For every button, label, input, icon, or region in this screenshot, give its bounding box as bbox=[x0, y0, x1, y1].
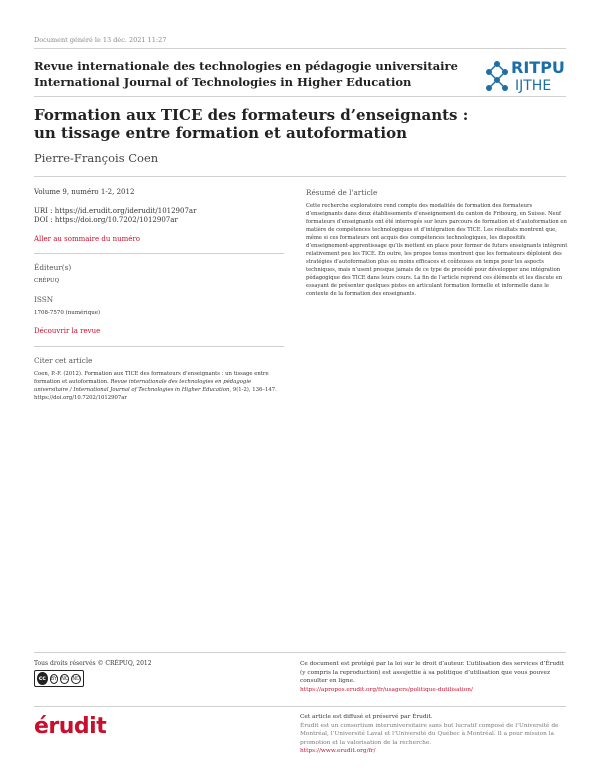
cc-icon: cc bbox=[37, 672, 48, 685]
article-title: Formation aux TICE des formateurs d’enseignants : un tissage entre formation et autoformation bbox=[34, 106, 469, 142]
ritpu-emblem-icon bbox=[484, 60, 510, 92]
diffusion-text: Cet article est diffusé et préservé par Érudit. bbox=[300, 714, 433, 720]
divider-footer bbox=[34, 652, 566, 653]
journal-name bbox=[34, 58, 458, 90]
uri-link[interactable]: URI : https://id.erudit.org/iderudit/1012907ar bbox=[34, 206, 197, 215]
divider-footer-2 bbox=[34, 706, 566, 707]
erudit-block bbox=[300, 713, 568, 756]
cc-nd-icon: ND bbox=[72, 675, 80, 682]
issn-value: 1708-7570 (numérique) bbox=[34, 309, 101, 316]
volume-info: Volume 9, numéro 1-2, 2012 bbox=[34, 188, 135, 196]
erudit-link[interactable]: https://www.erudit.org/fr/ bbox=[300, 748, 376, 754]
cite-label: Citer cet article bbox=[34, 355, 93, 365]
journal-name-en: International Journal of Technologies in Higher Education bbox=[34, 75, 412, 89]
abstract-section bbox=[306, 188, 568, 298]
cc-license-badge[interactable] bbox=[34, 670, 84, 687]
article-author: Pierre-François Coen bbox=[34, 151, 159, 165]
divider-body bbox=[34, 176, 566, 177]
logo-ijthe-text: IJTHE bbox=[515, 78, 552, 94]
policy-link[interactable]: https://apropos.erudit.org/fr/usagers/politique-dutilisation/ bbox=[300, 686, 473, 693]
copyright-notice: Ce document est protégé par la loi sur le droit d’auteur. L’utilisation des services d’Érudit (y compris la reproduction) est assujettie à sa politique d’utilisation que vous pouvez consulter en ligne. bbox=[300, 661, 565, 684]
divider-meta-1 bbox=[34, 253, 284, 254]
abstract-label: Résumé de l'article bbox=[306, 188, 378, 197]
article-metadata bbox=[34, 188, 284, 402]
rights-block bbox=[34, 660, 152, 687]
doi-link[interactable]: DOI : https://doi.org/10.7202/1012907ar bbox=[34, 216, 178, 224]
rights-text: Tous droits réservés © CRÉPUQ, 2012 bbox=[34, 660, 152, 667]
divider-top bbox=[34, 48, 566, 49]
cc-by-icon: BY bbox=[50, 675, 57, 682]
discover-link[interactable]: Découvrir la revue bbox=[34, 327, 101, 335]
journal-name-fr: Revue internationale des technologies en pédagogie universitaire bbox=[34, 59, 458, 73]
issn-label: ISSN bbox=[34, 295, 54, 304]
citation-part-b: 9(1-2), 136–147. https://doi.org/10.7202/1012907ar bbox=[34, 387, 277, 401]
publisher-value: CRÉPUQ bbox=[34, 277, 60, 284]
citation-journal: Revue internationale des technologies en pédagogie universitaire / International Journal of Technologies in Higher Education, bbox=[34, 379, 252, 393]
summary-link[interactable]: Aller au sommaire du numéro bbox=[34, 234, 140, 243]
erudit-logo[interactable]: érudit bbox=[34, 714, 107, 739]
consortium-text: Érudit est un consortium interuniversitaire sans but lucratif composé de l’Université de Montréal, l’Université Laval et l’Université du Québec à Montréal. Il a pour mission la promotion et la valorisation de la recherche. bbox=[300, 722, 559, 746]
citation-text bbox=[34, 370, 284, 402]
cc-nc-icon: NC bbox=[61, 675, 69, 682]
generated-date: Document généré le 13 déc. 2021 11:27 bbox=[34, 36, 167, 44]
copyright-block bbox=[300, 660, 568, 694]
citation-part-a: Coen, P.-F. (2012). Formation aux TICE des formateurs d’enseignants : un tissage entre formation et autoformation. bbox=[34, 371, 269, 385]
logo-ritpu-text: RITPU bbox=[511, 58, 565, 77]
divider-meta-2 bbox=[34, 346, 284, 347]
abstract-text: Cette recherche exploratoire rend compte des modalités de formation des formateurs d’enseignants dans deux établissements d’enseignement du canton de Fribourg, en Suisse. Neuf formateurs d’enseignants ont été interrogés sur leurs parcours de formation et d’autoformation en matière de compétences technologiques et d’intégration des TICE. Les résultats montrent que, même si ces formateurs ont acquis des compétences technologiques, les dispositifs d’enseignement-apprentissage qu’ils mettent en place pour former de futurs enseignants intègrent relativement peu les TICE. En outre, les propos tenus montrent que les formateurs déploient des stratégies d’autoformation plus ou moins efficaces et coûteuses en temps pour les aspects techniques, mais n’usent presque jamais de ce type de procédé pour développer une intégration pédagogique des TICE dans leurs cours. La fin de l’article reprend ces éléments et les discute en essayant de présenter quelques pistes en articulant formation formelle et informelle dans le contexte de la formation des enseignants. bbox=[306, 203, 568, 297]
divider-header bbox=[34, 96, 566, 97]
publisher-label: Éditeur(s) bbox=[34, 263, 72, 272]
